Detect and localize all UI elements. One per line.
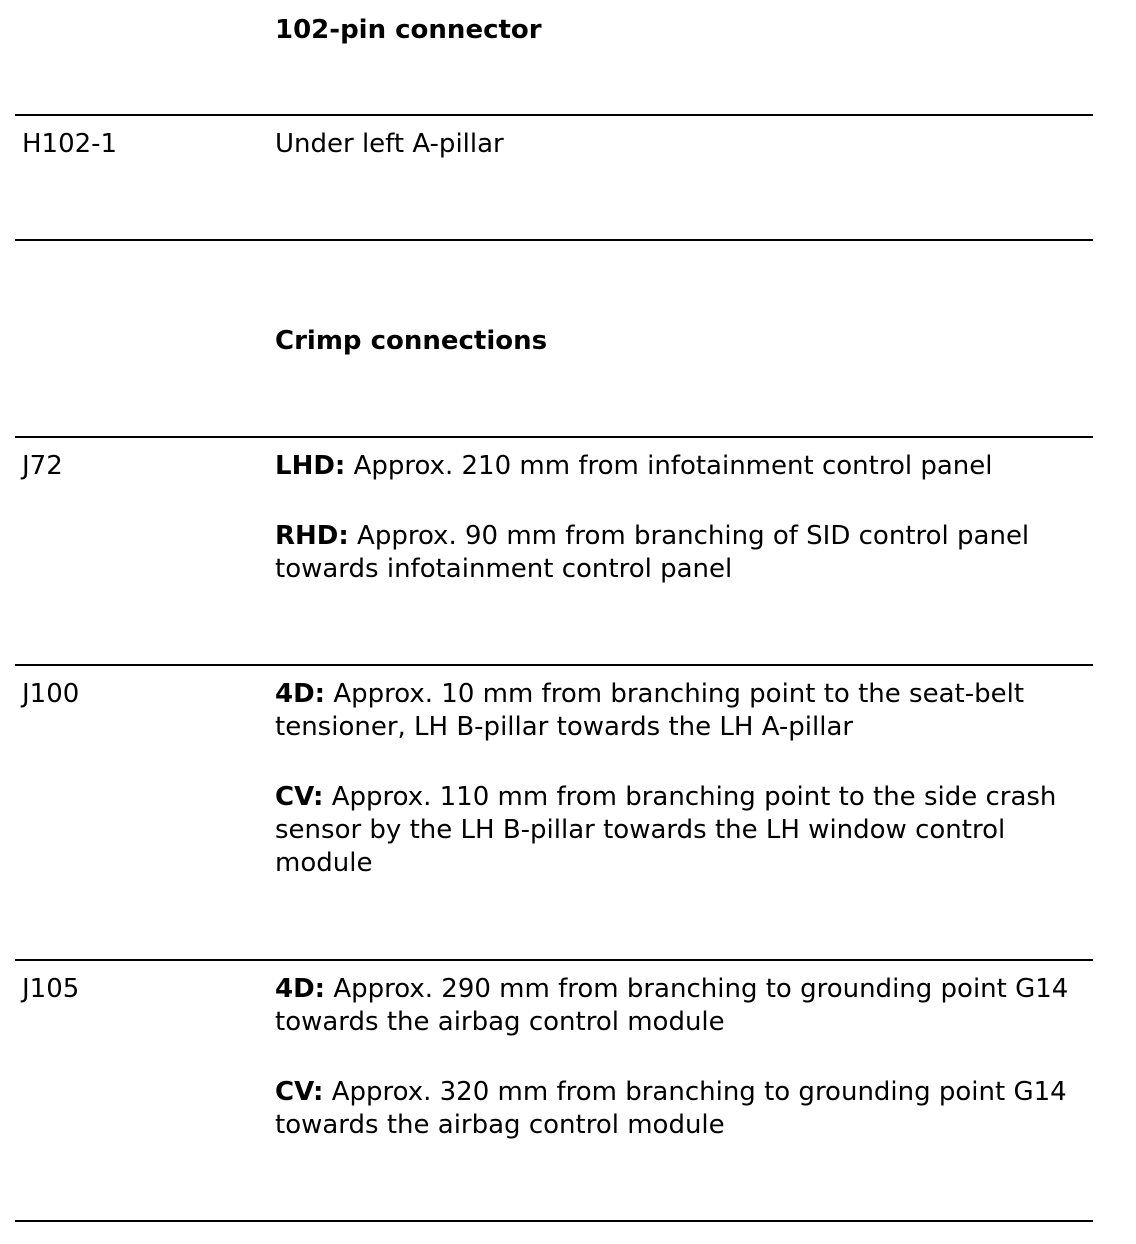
section-heading-102-pin-connector: 102-pin connector <box>275 15 542 45</box>
connector-location <box>275 973 1090 1039</box>
divider <box>15 114 1093 116</box>
location-text: Approx. 110 mm from branching point to the side crash sensor by the LH B-pillar towards the LH window control module <box>275 782 1057 878</box>
location-text: Approx. 210 mm from infotainment control panel <box>353 451 993 481</box>
connector-code: J105 <box>22 974 80 1004</box>
variant-label: 4D: <box>275 974 326 1004</box>
connector-location <box>275 128 1090 161</box>
connector-location <box>275 781 1090 880</box>
connector-location <box>275 1076 1090 1142</box>
variant-label: CV: <box>275 782 324 812</box>
connector-code: H102-1 <box>22 129 118 159</box>
divider <box>15 1220 1093 1222</box>
location-text: Approx. 290 mm from branching to grounding point G14 towards the airbag control module <box>275 974 1069 1037</box>
location-text: Under left A-pillar <box>275 129 504 159</box>
location-text: Approx. 10 mm from branching point to the seat-belt tensioner, LH B-pillar towards the LH A-pillar <box>275 679 1025 742</box>
connector-location <box>275 520 1090 586</box>
location-text: Approx. 90 mm from branching of SID control panel towards infotainment control panel <box>275 521 1030 584</box>
variant-label: CV: <box>275 1077 324 1107</box>
divider <box>15 664 1093 666</box>
divider <box>15 436 1093 438</box>
divider <box>15 239 1093 241</box>
variant-label: RHD: <box>275 521 349 551</box>
section-heading-crimp-connections: Crimp connections <box>275 326 548 356</box>
divider <box>15 959 1093 961</box>
connector-code: J100 <box>22 679 80 709</box>
connector-location <box>275 450 1090 483</box>
variant-label: LHD: <box>275 451 346 481</box>
location-text: Approx. 320 mm from branching to grounding point G14 towards the airbag control module <box>275 1077 1067 1140</box>
variant-label: 4D: <box>275 679 326 709</box>
connector-code: J72 <box>22 451 63 481</box>
connector-location <box>275 678 1090 744</box>
